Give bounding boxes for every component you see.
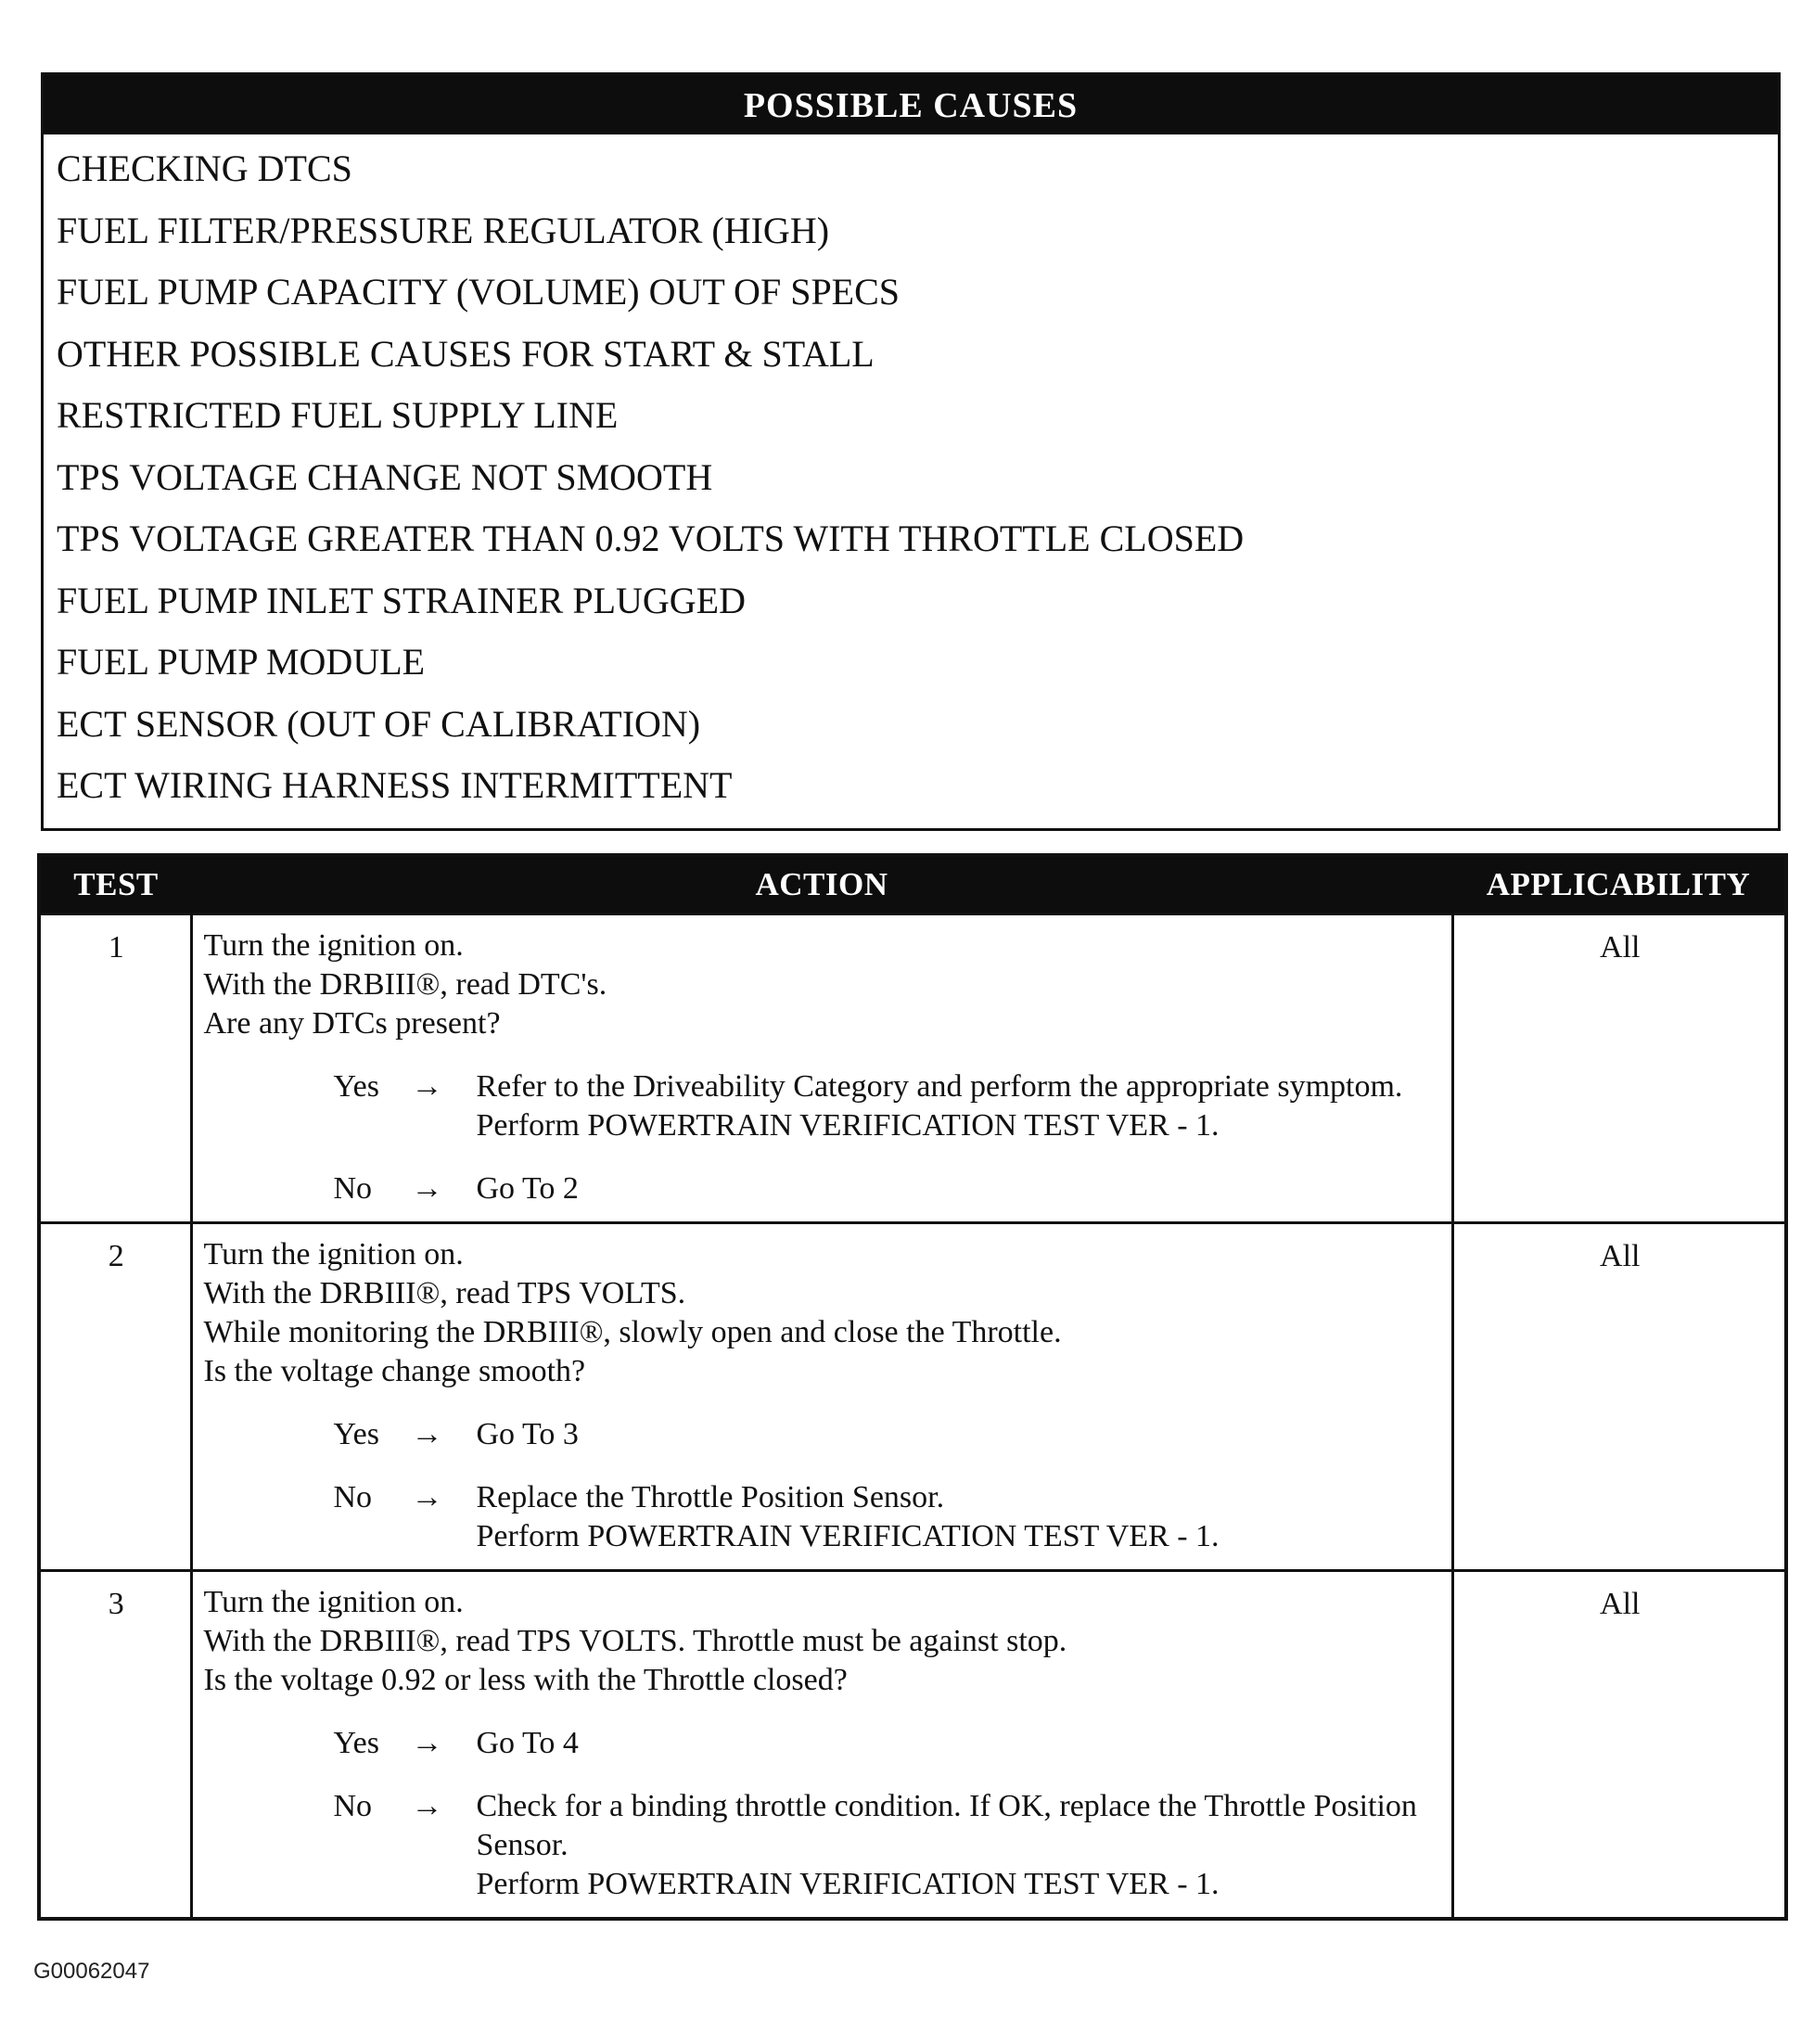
action-cell <box>191 1223 1452 1571</box>
test-action-table <box>37 853 1788 1921</box>
possible-causes-header: POSSIBLE CAUSES <box>44 75 1778 134</box>
action-step: Turn the ignition on. <box>203 1237 464 1271</box>
right-arrow-icon: → <box>411 1171 443 1206</box>
table-header-row <box>39 855 1786 914</box>
action-step: While monitoring the DRBIII®, slowly open and close the Throttle. <box>203 1315 1062 1349</box>
table-row <box>39 1223 1786 1571</box>
branch-yes <box>334 1067 1442 1145</box>
test-number: 2 <box>39 1223 191 1571</box>
right-arrow-icon: → <box>411 1069 443 1104</box>
header-action: ACTION <box>191 855 1452 914</box>
action-step: With the DRBIII®, read DTC's. <box>203 967 607 1002</box>
action-step: Turn the ignition on. <box>203 928 464 963</box>
branch-answer: Yes <box>333 1726 379 1760</box>
cause-item: FUEL PUMP INLET STRAINER PLUGGED <box>57 579 746 621</box>
result-line: Replace the Throttle Position Sensor. <box>476 1480 945 1514</box>
possible-causes-list <box>44 134 1778 828</box>
applicability-cell: All <box>1452 1571 1786 1920</box>
branch-list <box>204 1067 1442 1208</box>
result-line: Check for a binding throttle condition. If OK, replace the Throttle Position Sensor. <box>476 1789 1417 1862</box>
branch-yes <box>334 1415 1442 1454</box>
branch-result <box>477 1478 1442 1556</box>
branch-list <box>204 1415 1442 1556</box>
branch-no <box>334 1478 1442 1556</box>
branch-answer: Yes <box>333 1417 379 1451</box>
branch-result <box>477 1067 1442 1145</box>
right-arrow-icon: → <box>411 1417 443 1451</box>
action-step: With the DRBIII®, read TPS VOLTS. Throttle must be against stop. <box>203 1624 1067 1658</box>
cause-item: OTHER POSSIBLE CAUSES FOR START & STALL <box>57 332 875 375</box>
result-line: Go To 2 <box>476 1171 579 1206</box>
header-test: TEST <box>39 855 191 914</box>
possible-causes-box <box>41 72 1781 831</box>
branch-result <box>477 1724 1442 1763</box>
table-row <box>39 1571 1786 1920</box>
branch-list <box>204 1724 1442 1904</box>
action-cell <box>191 1571 1452 1920</box>
right-arrow-icon: → <box>411 1726 443 1760</box>
result-line: Perform POWERTRAIN VERIFICATION TEST VER - 1. <box>476 1108 1220 1143</box>
applicability-cell: All <box>1452 914 1786 1223</box>
action-step: Is the voltage 0.92 or less with the Throttle closed? <box>203 1663 848 1697</box>
result-line: Perform POWERTRAIN VERIFICATION TEST VER - 1. <box>476 1519 1220 1553</box>
result-line: Go To 3 <box>476 1417 579 1451</box>
action-step: Is the voltage change smooth? <box>203 1354 586 1388</box>
cause-item: FUEL PUMP MODULE <box>57 641 426 683</box>
table-row <box>39 914 1786 1223</box>
result-line: Refer to the Driveability Category and perform the appropriate symptom. <box>476 1069 1403 1104</box>
branch-no <box>334 1169 1442 1208</box>
header-applicability: APPLICABILITY <box>1452 855 1786 914</box>
action-cell <box>191 914 1452 1223</box>
branch-answer: No <box>333 1789 373 1823</box>
action-step: Turn the ignition on. <box>203 1585 464 1619</box>
cause-item: ECT SENSOR (OUT OF CALIBRATION) <box>57 702 701 745</box>
cause-item: FUEL FILTER/PRESSURE REGULATOR (HIGH) <box>57 209 830 251</box>
cause-item: CHECKING DTCS <box>57 147 352 189</box>
cause-item: ECT WIRING HARNESS INTERMITTENT <box>57 764 733 806</box>
figure-id: G00062047 <box>33 1959 150 1984</box>
cause-item: RESTRICTED FUEL SUPPLY LINE <box>57 394 619 436</box>
branch-answer: No <box>333 1480 373 1514</box>
branch-yes <box>334 1724 1442 1763</box>
action-step: With the DRBIII®, read TPS VOLTS. <box>203 1276 686 1310</box>
action-step: Are any DTCs present? <box>203 1006 501 1041</box>
branch-result <box>477 1415 1442 1454</box>
right-arrow-icon: → <box>411 1480 443 1514</box>
result-line: Perform POWERTRAIN VERIFICATION TEST VER - 1. <box>476 1867 1220 1901</box>
branch-answer: No <box>333 1171 373 1206</box>
branch-no <box>334 1787 1442 1904</box>
applicability-cell: All <box>1452 1223 1786 1571</box>
cause-item: FUEL PUMP CAPACITY (VOLUME) OUT OF SPECS <box>57 271 901 313</box>
test-number: 3 <box>39 1571 191 1920</box>
cause-item: TPS VOLTAGE CHANGE NOT SMOOTH <box>57 455 713 498</box>
branch-result <box>477 1169 1442 1208</box>
cause-item: TPS VOLTAGE GREATER THAN 0.92 VOLTS WITH THROTTLE CLOSED <box>57 517 1245 559</box>
branch-result <box>477 1787 1442 1904</box>
branch-answer: Yes <box>333 1069 379 1104</box>
right-arrow-icon: → <box>411 1789 443 1823</box>
result-line: Go To 4 <box>476 1726 579 1760</box>
test-number: 1 <box>39 914 191 1223</box>
